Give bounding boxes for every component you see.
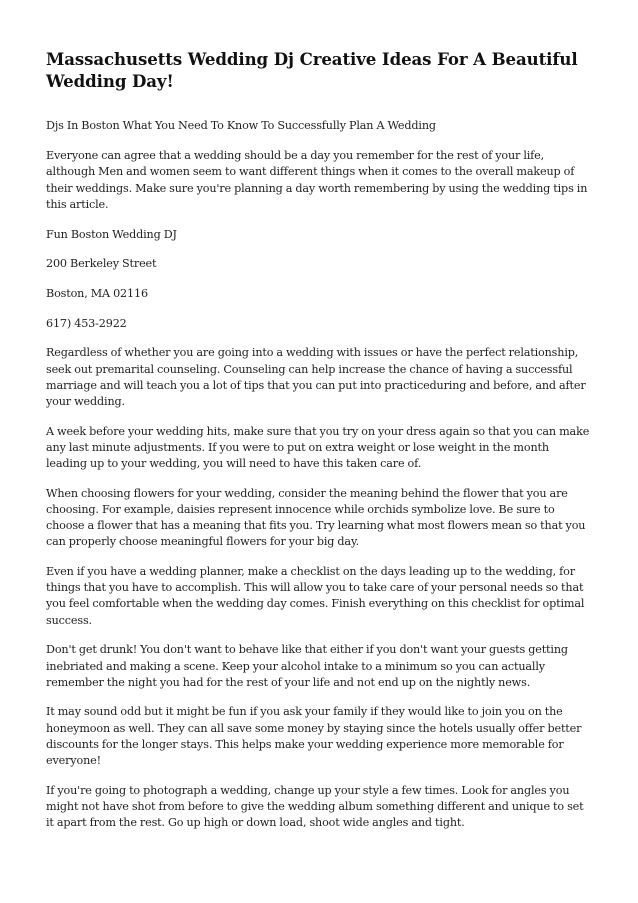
phone-number: 617) 453-2922: [46, 316, 127, 330]
paragraph-honeymoon: It may sound odd but it might be fun if you ask your family if they would like to join you on the honeymoon as well. They can all save some money by staying since the hotels usually offer better discounts for the longer stays. This helps make your wedding experience more memorable for everyone!: [46, 705, 582, 768]
document-page: [46, 48, 592, 845]
paragraph-photography: If you're going to photograph a wedding, change up your style a few times. Look for angles you might not have shot from before to give the wedding album something different and unique to set it apart from the rest. Go up high or down load, shoot wide angles and tight.: [46, 783, 584, 830]
paragraph-counseling: Regardless of whether you are going into a wedding with issues or have the perfect relationship, seek out premarital counseling. Counseling can help increase the chance of having a successful marriage and will teach you a lot of tips that you can put into practiceduring and before, and after your wedding.: [46, 346, 586, 408]
business-name: Fun Boston Wedding DJ: [46, 227, 177, 241]
street-address: 200 Berkeley Street: [46, 257, 157, 271]
paragraph-flowers: When choosing flowers for your wedding, consider the meaning behind the flower that you are choosing. For example, daisies represent innocence while orchids symbolize love. Be sure to choose a flower that has a meaning that fits you. Try learning what most flowers mean so that you can properly choose meaningful flowers for your big day.: [46, 486, 586, 549]
paragraph-intro: Everyone can agree that a wedding should be a day you remember for the rest of your life, although Men and women seem to want different things when it comes to the overall makeup of their weddings. Make sure you're planning a day worth remembering by using the wedding tips in this article.: [46, 149, 588, 211]
city-state-zip: Boston, MA 02116: [46, 286, 148, 300]
paragraph-alcohol: Don't get drunk! You don't want to behave like that either if you don't want your guests getting inebriated and making a scene. Keep your alcohol intake to a minimum so you can actually remember the night you had for the rest of your life and not end up on the nightly news.: [46, 643, 568, 689]
subtitle: Djs In Boston What You Need To Know To Successfully Plan A Wedding: [46, 119, 436, 132]
page-title: Massachusetts Wedding Dj Creative Ideas For A Beautiful Wedding Day!: [46, 49, 578, 91]
paragraph-checklist: Even if you have a wedding planner, make a checklist on the days leading up to the wedding, for things that you have to accomplish. This will allow you to take care of your personal needs so that you feel comfortable when the wedding day comes. Finish everything on this checklist for optimal success.: [46, 565, 585, 627]
paragraph-dress: A week before your wedding hits, make sure that you try on your dress again so that you can make any last minute adjustments. If you were to put on extra weight or lose weight in the month leading up to your wedding, you will need to have this taken care of.: [46, 424, 590, 471]
